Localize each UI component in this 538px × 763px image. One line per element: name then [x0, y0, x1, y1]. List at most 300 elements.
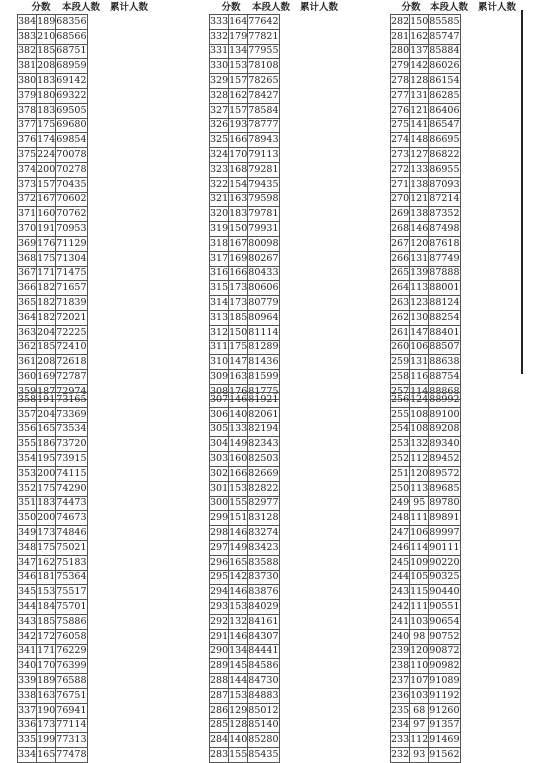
table-row	[391, 718, 461, 733]
count-cell: 98	[410, 629, 429, 644]
score-cell: 347	[18, 555, 37, 570]
cumulative-cell: 72021	[56, 310, 87, 325]
score-cell: 278	[391, 74, 410, 89]
cumulative-cell: 70953	[56, 222, 87, 237]
table-row	[210, 466, 280, 481]
table-row	[210, 496, 280, 511]
score-cell: 372	[18, 192, 37, 207]
score-cell: 365	[18, 296, 37, 311]
score-cell: 363	[18, 325, 37, 340]
count-cell: 97	[410, 718, 429, 733]
count-cell: 167	[229, 236, 248, 251]
cumulative-cell: 89780	[429, 496, 460, 511]
table-row	[18, 614, 88, 629]
cumulative-cell: 76941	[56, 703, 87, 718]
score-cell: 329	[210, 74, 229, 89]
cumulative-cell: 89891	[429, 511, 460, 526]
count-cell: 128	[229, 718, 248, 733]
count-cell: 176	[229, 384, 248, 399]
cumulative-cell: 85884	[429, 44, 460, 59]
score-table-2-top	[209, 14, 280, 400]
score-cell: 327	[210, 103, 229, 118]
count-cell: 134	[229, 44, 248, 59]
count-cell: 153	[37, 585, 56, 600]
count-cell: 129	[229, 703, 248, 718]
score-cell: 340	[18, 659, 37, 674]
table-row	[210, 718, 280, 733]
count-cell: 170	[37, 659, 56, 674]
table-row	[210, 407, 280, 422]
table-row	[210, 44, 280, 59]
count-cell: 204	[37, 325, 56, 340]
score-cell: 341	[18, 644, 37, 659]
score-cell: 345	[18, 585, 37, 600]
count-cell: 189	[37, 15, 56, 30]
table-row	[391, 44, 461, 59]
count-cell: 157	[229, 74, 248, 89]
count-cell: 133	[229, 422, 248, 437]
cumulative-cell: 74290	[56, 481, 87, 496]
table-row	[210, 177, 280, 192]
score-cell: 374	[18, 162, 37, 177]
score-cell: 349	[18, 526, 37, 541]
count-cell: 149	[229, 437, 248, 452]
cumulative-cell: 86955	[429, 162, 460, 177]
count-cell: 139	[410, 266, 429, 281]
count-cell: 189	[37, 674, 56, 689]
count-cell: 170	[229, 148, 248, 163]
table-row	[18, 325, 88, 340]
cumulative-cell: 86285	[429, 88, 460, 103]
table-row	[18, 29, 88, 44]
count-cell: 131	[410, 355, 429, 370]
count-cell: 181	[37, 570, 56, 585]
score-cell: 232	[391, 748, 410, 763]
count-cell: 185	[229, 310, 248, 325]
count-cell: 166	[229, 266, 248, 281]
cumulative-cell: 78943	[248, 133, 279, 148]
cumulative-cell: 90111	[429, 540, 460, 555]
count-cell: 146	[229, 585, 248, 600]
cumulative-cell: 69680	[56, 118, 87, 133]
table-row	[210, 310, 280, 325]
cumulative-cell: 84883	[248, 688, 279, 703]
cumulative-cell: 76058	[56, 629, 87, 644]
table-row	[391, 281, 461, 296]
count-cell: 138	[410, 207, 429, 222]
count-cell: 163	[229, 370, 248, 385]
count-cell: 186	[37, 437, 56, 452]
count-cell: 160	[37, 207, 56, 222]
cumulative-cell: 72974	[56, 384, 87, 399]
table-row	[210, 703, 280, 718]
table-row	[18, 177, 88, 192]
table-row	[391, 688, 461, 703]
table-row	[210, 74, 280, 89]
cumulative-cell: 83730	[248, 570, 279, 585]
cumulative-cell: 71657	[56, 281, 87, 296]
score-cell: 284	[210, 733, 229, 748]
count-cell: 173	[37, 526, 56, 541]
cumulative-cell: 90325	[429, 570, 460, 585]
table-row	[391, 393, 461, 408]
table-row	[391, 266, 461, 281]
table-row	[18, 703, 88, 718]
table-row	[391, 570, 461, 585]
column-header-group-3	[394, 1, 524, 14]
score-cell: 298	[210, 526, 229, 541]
count-cell: 138	[410, 177, 429, 192]
table-row	[391, 629, 461, 644]
score-cell: 291	[210, 629, 229, 644]
score-cell: 281	[391, 29, 410, 44]
cumulative-cell: 88754	[429, 370, 460, 385]
score-cell: 334	[18, 748, 37, 763]
cumulative-cell: 82194	[248, 422, 279, 437]
count-cell: 111	[410, 511, 429, 526]
table-row	[18, 674, 88, 689]
score-cell: 348	[18, 540, 37, 555]
table-row	[18, 393, 88, 408]
count-cell: 182	[37, 281, 56, 296]
score-cell: 251	[391, 466, 410, 481]
table-row	[210, 629, 280, 644]
cumulative-cell: 89997	[429, 526, 460, 541]
cumulative-cell: 70278	[56, 162, 87, 177]
cumulative-cell: 76751	[56, 688, 87, 703]
cumulative-cell: 68959	[56, 59, 87, 74]
count-cell: 68	[410, 703, 429, 718]
score-cell: 258	[391, 370, 410, 385]
count-cell: 171	[37, 266, 56, 281]
count-cell: 163	[37, 688, 56, 703]
cumulative-cell: 88124	[429, 296, 460, 311]
table-row	[391, 748, 461, 763]
cumulative-cell: 77313	[56, 733, 87, 748]
cumulative-cell: 81289	[248, 340, 279, 355]
count-cell: 147	[229, 355, 248, 370]
table-row	[391, 29, 461, 44]
cumulative-cell: 89100	[429, 407, 460, 422]
table-row	[18, 15, 88, 30]
table-row	[18, 600, 88, 615]
count-cell: 107	[410, 674, 429, 689]
score-cell: 234	[391, 718, 410, 733]
cumulative-cell: 84586	[248, 659, 279, 674]
score-cell: 316	[210, 266, 229, 281]
cumulative-cell: 77114	[56, 718, 87, 733]
table-row	[391, 118, 461, 133]
count-cell: 200	[37, 466, 56, 481]
score-cell: 351	[18, 496, 37, 511]
cumulative-cell: 73369	[56, 407, 87, 422]
cumulative-cell: 86547	[429, 118, 460, 133]
score-cell: 303	[210, 452, 229, 467]
cumulative-cell: 68751	[56, 44, 87, 59]
cumulative-cell: 81921	[248, 393, 279, 408]
table-row	[18, 266, 88, 281]
score-cell: 354	[18, 452, 37, 467]
count-cell: 182	[37, 310, 56, 325]
score-cell: 382	[18, 44, 37, 59]
score-cell: 358	[18, 393, 37, 408]
score-cell: 272	[391, 162, 410, 177]
score-cell: 353	[18, 466, 37, 481]
count-cell: 157	[37, 177, 56, 192]
cumulative-cell: 77478	[56, 748, 87, 763]
cumulative-cell: 82343	[248, 437, 279, 452]
score-cell: 377	[18, 118, 37, 133]
score-cell: 384	[18, 15, 37, 30]
table-row	[391, 674, 461, 689]
count-cell: 182	[37, 296, 56, 311]
cumulative-cell: 75886	[56, 614, 87, 629]
count-cell: 148	[410, 133, 429, 148]
score-cell: 289	[210, 659, 229, 674]
table-row	[18, 355, 88, 370]
score-cell: 335	[18, 733, 37, 748]
table-row	[391, 162, 461, 177]
count-cell: 110	[410, 659, 429, 674]
score-cell: 373	[18, 177, 37, 192]
table-row	[391, 207, 461, 222]
cumulative-cell: 91469	[429, 733, 460, 748]
count-cell: 95	[410, 496, 429, 511]
count-cell: 163	[229, 192, 248, 207]
table-row	[210, 452, 280, 467]
count-cell: 200	[37, 162, 56, 177]
table-row	[210, 393, 280, 408]
cumulative-cell: 88992	[429, 393, 460, 408]
cumulative-cell: 91357	[429, 718, 460, 733]
cumulative-cell: 87352	[429, 207, 460, 222]
cumulative-cell: 87888	[429, 266, 460, 281]
score-cell: 239	[391, 644, 410, 659]
score-cell: 240	[391, 629, 410, 644]
cumulative-cell: 83876	[248, 585, 279, 600]
score-cell: 339	[18, 674, 37, 689]
header-count: 本段人数	[429, 2, 468, 13]
cumulative-cell: 76588	[56, 674, 87, 689]
cumulative-cell: 73534	[56, 422, 87, 437]
table-row	[18, 748, 88, 763]
count-cell: 175	[37, 118, 56, 133]
table-row	[18, 296, 88, 311]
score-cell: 262	[391, 310, 410, 325]
table-row	[391, 15, 461, 30]
cumulative-cell: 90654	[429, 614, 460, 629]
header-cumulative: 累计人数	[109, 2, 148, 13]
table-row	[210, 59, 280, 74]
score-cell: 381	[18, 59, 37, 74]
cumulative-cell: 77642	[248, 15, 279, 30]
table-row	[210, 555, 280, 570]
cumulative-cell: 80964	[248, 310, 279, 325]
table-row	[210, 674, 280, 689]
count-cell: 183	[229, 207, 248, 222]
score-cell: 357	[18, 407, 37, 422]
score-cell: 368	[18, 251, 37, 266]
count-cell: 93	[410, 748, 429, 763]
count-cell: 162	[229, 88, 248, 103]
score-cell: 367	[18, 266, 37, 281]
count-cell: 166	[229, 133, 248, 148]
cumulative-cell: 85012	[248, 703, 279, 718]
cumulative-cell: 81775	[248, 384, 279, 399]
cumulative-cell: 87618	[429, 236, 460, 251]
table-row	[18, 629, 88, 644]
score-cell: 360	[18, 370, 37, 385]
count-cell: 210	[37, 29, 56, 44]
cumulative-cell: 82061	[248, 407, 279, 422]
count-cell: 175	[229, 340, 248, 355]
score-cell: 364	[18, 310, 37, 325]
count-cell: 137	[410, 44, 429, 59]
table-row	[210, 600, 280, 615]
score-cell: 305	[210, 422, 229, 437]
count-cell: 140	[229, 407, 248, 422]
score-cell: 244	[391, 570, 410, 585]
score-cell: 236	[391, 688, 410, 703]
table-row	[210, 118, 280, 133]
score-cell: 252	[391, 452, 410, 467]
score-cell: 286	[210, 703, 229, 718]
table-row	[391, 540, 461, 555]
count-cell: 108	[410, 422, 429, 437]
count-cell: 157	[229, 103, 248, 118]
score-cell: 324	[210, 148, 229, 163]
cumulative-cell: 74673	[56, 511, 87, 526]
cumulative-cell: 71475	[56, 266, 87, 281]
score-cell: 276	[391, 103, 410, 118]
table-row	[210, 236, 280, 251]
score-cell: 326	[210, 118, 229, 133]
cumulative-cell: 79281	[248, 162, 279, 177]
cumulative-cell: 90551	[429, 600, 460, 615]
score-cell: 290	[210, 644, 229, 659]
cumulative-cell: 90982	[429, 659, 460, 674]
count-cell: 168	[229, 162, 248, 177]
score-cell: 233	[391, 733, 410, 748]
table-row	[18, 422, 88, 437]
score-cell: 380	[18, 74, 37, 89]
count-cell: 106	[410, 526, 429, 541]
count-cell: 175	[37, 540, 56, 555]
count-cell: 195	[37, 452, 56, 467]
cumulative-cell: 86695	[429, 133, 460, 148]
count-cell: 103	[410, 614, 429, 629]
count-cell: 154	[229, 177, 248, 192]
cumulative-cell: 90220	[429, 555, 460, 570]
score-cell: 266	[391, 251, 410, 266]
cumulative-cell: 90440	[429, 585, 460, 600]
count-cell: 173	[229, 296, 248, 311]
cumulative-cell: 84730	[248, 674, 279, 689]
score-cell: 288	[210, 674, 229, 689]
score-cell: 332	[210, 29, 229, 44]
count-cell: 146	[410, 222, 429, 237]
cumulative-cell: 70602	[56, 192, 87, 207]
cumulative-cell: 78108	[248, 59, 279, 74]
count-cell: 174	[37, 133, 56, 148]
count-cell: 183	[37, 74, 56, 89]
score-cell: 342	[18, 629, 37, 644]
count-cell: 185	[37, 44, 56, 59]
count-cell: 114	[410, 540, 429, 555]
cumulative-cell: 79598	[248, 192, 279, 207]
score-cell: 292	[210, 614, 229, 629]
table-row	[210, 570, 280, 585]
cumulative-cell: 72225	[56, 325, 87, 340]
table-row	[210, 325, 280, 340]
count-cell: 115	[410, 585, 429, 600]
count-cell: 113	[410, 281, 429, 296]
score-cell: 302	[210, 466, 229, 481]
table-row	[210, 15, 280, 30]
count-cell: 183	[37, 103, 56, 118]
table-row	[391, 614, 461, 629]
score-cell: 269	[391, 207, 410, 222]
count-cell: 151	[229, 511, 248, 526]
cumulative-cell: 70435	[56, 177, 87, 192]
cumulative-cell: 75517	[56, 585, 87, 600]
score-cell: 254	[391, 422, 410, 437]
table-row	[18, 466, 88, 481]
score-cell: 275	[391, 118, 410, 133]
count-cell: 191	[37, 222, 56, 237]
table-row	[391, 703, 461, 718]
score-cell: 322	[210, 177, 229, 192]
cumulative-cell: 79781	[248, 207, 279, 222]
table-row	[210, 511, 280, 526]
score-cell: 249	[391, 496, 410, 511]
count-cell: 142	[229, 570, 248, 585]
score-cell: 255	[391, 407, 410, 422]
table-row	[18, 148, 88, 163]
score-cell: 247	[391, 526, 410, 541]
count-cell: 150	[410, 15, 429, 30]
header-score: 分数	[31, 2, 51, 13]
table-row	[391, 496, 461, 511]
cumulative-cell: 84441	[248, 644, 279, 659]
cumulative-cell: 75364	[56, 570, 87, 585]
cumulative-cell: 70762	[56, 207, 87, 222]
count-cell: 121	[410, 192, 429, 207]
score-table-3-top	[390, 14, 461, 400]
cumulative-cell: 83588	[248, 555, 279, 570]
count-cell: 184	[37, 600, 56, 615]
score-cell: 366	[18, 281, 37, 296]
score-cell: 350	[18, 511, 37, 526]
score-cell: 268	[391, 222, 410, 237]
cumulative-cell: 85140	[248, 718, 279, 733]
cumulative-cell: 73165	[56, 393, 87, 408]
count-cell: 187	[37, 384, 56, 399]
cumulative-cell: 89572	[429, 466, 460, 481]
count-cell: 153	[229, 59, 248, 74]
count-cell: 165	[37, 748, 56, 763]
count-cell: 185	[37, 340, 56, 355]
table-row	[391, 585, 461, 600]
cumulative-cell: 89685	[429, 481, 460, 496]
count-cell: 120	[410, 466, 429, 481]
table-row	[210, 355, 280, 370]
count-cell: 120	[410, 236, 429, 251]
cumulative-cell: 87093	[429, 177, 460, 192]
cumulative-cell: 87214	[429, 192, 460, 207]
table-row	[391, 74, 461, 89]
score-cell: 376	[18, 133, 37, 148]
